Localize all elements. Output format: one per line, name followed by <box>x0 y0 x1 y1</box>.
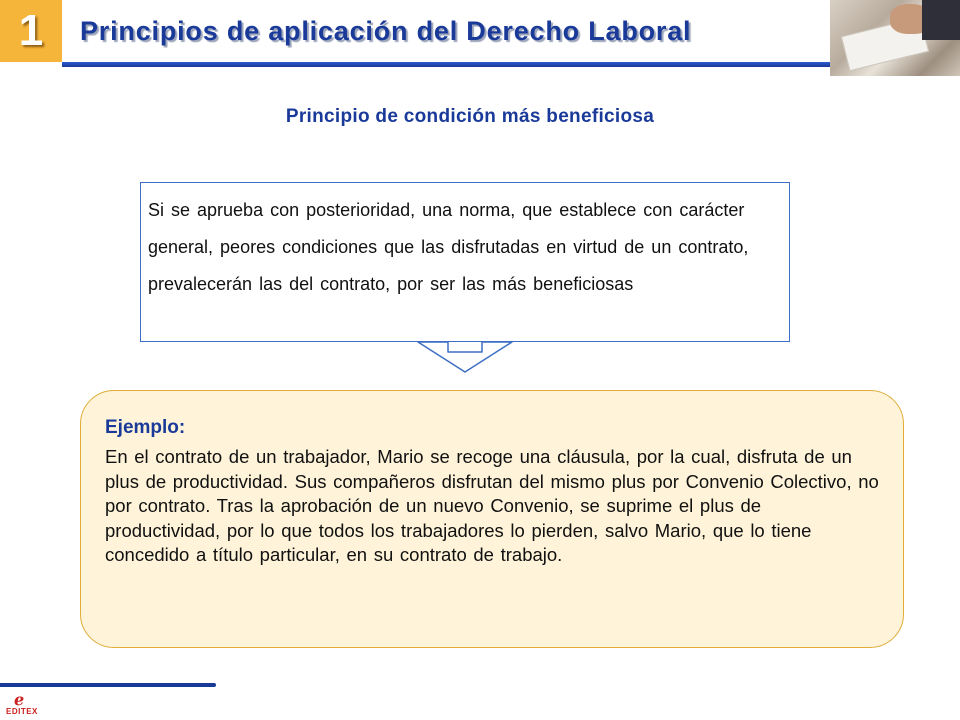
chapter-number-badge <box>0 0 62 62</box>
principle-definition-box <box>140 182 790 342</box>
header-divider <box>62 62 830 67</box>
page-title: Principios de aplicación del Derecho Laboral <box>80 16 692 46</box>
photo-sleeve <box>922 0 960 40</box>
section-title: Principio de condición más beneficiosa <box>285 106 655 127</box>
down-arrow-icon <box>416 340 514 374</box>
example-heading: Ejemplo: <box>105 417 186 438</box>
footer-divider <box>0 683 216 687</box>
principle-text: Si se aprueba con posterioridad, una norma, que establece con carácter general, peores condiciones que las disfrutadas en virtud de un contrato, prevalecerán las del contrato, por ser las más beneficiosas <box>148 200 749 294</box>
editex-logo-icon: ℯ <box>14 692 25 709</box>
editex-logo-text: EDITEX <box>6 707 38 716</box>
example-box <box>80 390 904 648</box>
header-photo <box>830 0 960 76</box>
chapter-number: 1 <box>18 6 44 55</box>
example-text: En el contrato de un trabajador, Mario se recoge una cláusula, por la cual, disfruta de un plus de productividad. Sus compañeros disfrutan del mismo plus por Convenio Colectivo, no por contrato. Tras la aprobación de un nuevo Convenio, se suprime el plus de productividad, por lo que todos los trabajadores lo pierden, salvo Mario, que lo tiene concedido a título particular, en su contrato de trabajo. <box>105 446 879 566</box>
